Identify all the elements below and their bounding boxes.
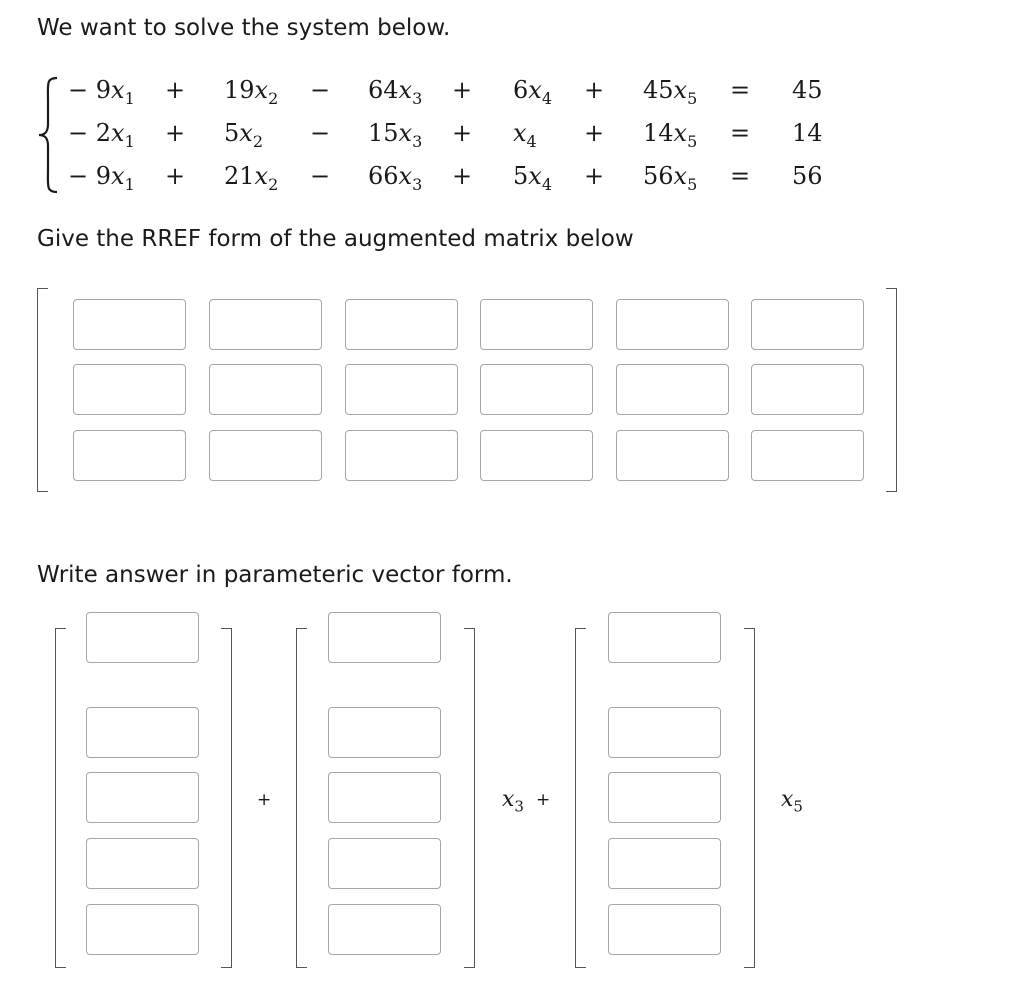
rref-cell-r3-c6[interactable]	[751, 430, 864, 481]
plus-sign: +	[257, 790, 272, 810]
rref-cell-r2-c1[interactable]	[73, 364, 186, 415]
particular-vector-right-bracket	[221, 628, 232, 968]
coef-x5: $56x_5$	[643, 162, 698, 194]
particular-vector-entry-2[interactable]	[86, 707, 199, 758]
operator: −	[310, 162, 331, 190]
rref-cell-r2-c6[interactable]	[751, 364, 864, 415]
direction-vector-x3-left-bracket	[296, 628, 307, 968]
coef-x2: $19x_2$	[224, 76, 279, 108]
rref-cell-r1-c3[interactable]	[345, 299, 458, 350]
direction-vector-x3-entry-1[interactable]	[328, 612, 441, 663]
operator: +	[165, 119, 186, 147]
operator: +	[165, 162, 186, 190]
rref-cell-r3-c3[interactable]	[345, 430, 458, 481]
particular-vector-entry-5[interactable]	[86, 904, 199, 955]
param-prompt: Write answer in parameteric vector form.	[37, 562, 513, 588]
operator: +	[452, 162, 473, 190]
rref-cell-r3-c5[interactable]	[616, 430, 729, 481]
direction-vector-x5-entry-4[interactable]	[608, 838, 721, 889]
equals-sign: =	[730, 162, 751, 190]
direction-vector-x3-right-bracket	[464, 628, 475, 968]
direction-vector-x3-entry-4[interactable]	[328, 838, 441, 889]
left-brace-icon	[36, 76, 60, 194]
coef-x1: − $9x_1$	[68, 76, 135, 108]
param-label-x5: $x_5$	[781, 787, 803, 816]
operator: +	[452, 76, 473, 104]
direction-vector-x5-right-bracket	[744, 628, 755, 968]
rref-cell-r2-c4[interactable]	[480, 364, 593, 415]
particular-vector-entry-1[interactable]	[86, 612, 199, 663]
intro-text: We want to solve the system below.	[37, 15, 451, 41]
coef-x1: − $2x_1$	[68, 119, 135, 151]
direction-vector-x5-entry-3[interactable]	[608, 772, 721, 823]
rref-cell-r2-c3[interactable]	[345, 364, 458, 415]
rref-cell-r3-c4[interactable]	[480, 430, 593, 481]
coef-x4: $x_4$	[513, 119, 537, 151]
particular-vector-entry-4[interactable]	[86, 838, 199, 889]
direction-vector-x5-entry-2[interactable]	[608, 707, 721, 758]
rref-cell-r1-c1[interactable]	[73, 299, 186, 350]
coef-x3: $64x_3$	[368, 76, 423, 108]
direction-vector-x3-entry-2[interactable]	[328, 707, 441, 758]
direction-vector-x5-entry-5[interactable]	[608, 904, 721, 955]
rref-cell-r2-c2[interactable]	[209, 364, 322, 415]
operator: −	[310, 76, 331, 104]
plus-sign: +	[536, 790, 551, 810]
rhs-value: 56	[792, 162, 823, 190]
operator: +	[584, 76, 605, 104]
rref-cell-r1-c4[interactable]	[480, 299, 593, 350]
rref-cell-r2-c5[interactable]	[616, 364, 729, 415]
operator: +	[452, 119, 473, 147]
operator: +	[165, 76, 186, 104]
direction-vector-x5-entry-1[interactable]	[608, 612, 721, 663]
rhs-value: 14	[792, 119, 823, 147]
equals-sign: =	[730, 76, 751, 104]
operator: −	[310, 119, 331, 147]
coef-x5: $14x_5$	[643, 119, 698, 151]
rref-cell-r3-c2[interactable]	[209, 430, 322, 481]
rhs-value: 45	[792, 76, 823, 104]
right-bracket	[886, 288, 897, 492]
rref-prompt: Give the RREF form of the augmented matrix below	[37, 226, 634, 252]
particular-vector-entry-3[interactable]	[86, 772, 199, 823]
coef-x1: − $9x_1$	[68, 162, 135, 194]
coef-x4: $5x_4$	[513, 162, 553, 194]
rref-cell-r1-c6[interactable]	[751, 299, 864, 350]
operator: +	[584, 119, 605, 147]
equals-sign: =	[730, 119, 751, 147]
coef-x2: $21x_2$	[224, 162, 279, 194]
direction-vector-x3-entry-5[interactable]	[328, 904, 441, 955]
direction-vector-x5-left-bracket	[575, 628, 586, 968]
particular-vector-left-bracket	[55, 628, 66, 968]
coef-x4: $6x_4$	[513, 76, 553, 108]
coef-x2: $5x_2$	[224, 119, 264, 151]
param-label-x3: $x_3$	[502, 787, 524, 816]
left-bracket	[37, 288, 48, 492]
coef-x3: $66x_3$	[368, 162, 423, 194]
coef-x5: $45x_5$	[643, 76, 698, 108]
coef-x3: $15x_3$	[368, 119, 423, 151]
rref-cell-r1-c5[interactable]	[616, 299, 729, 350]
rref-cell-r1-c2[interactable]	[209, 299, 322, 350]
direction-vector-x3-entry-3[interactable]	[328, 772, 441, 823]
rref-cell-r3-c1[interactable]	[73, 430, 186, 481]
operator: +	[584, 162, 605, 190]
